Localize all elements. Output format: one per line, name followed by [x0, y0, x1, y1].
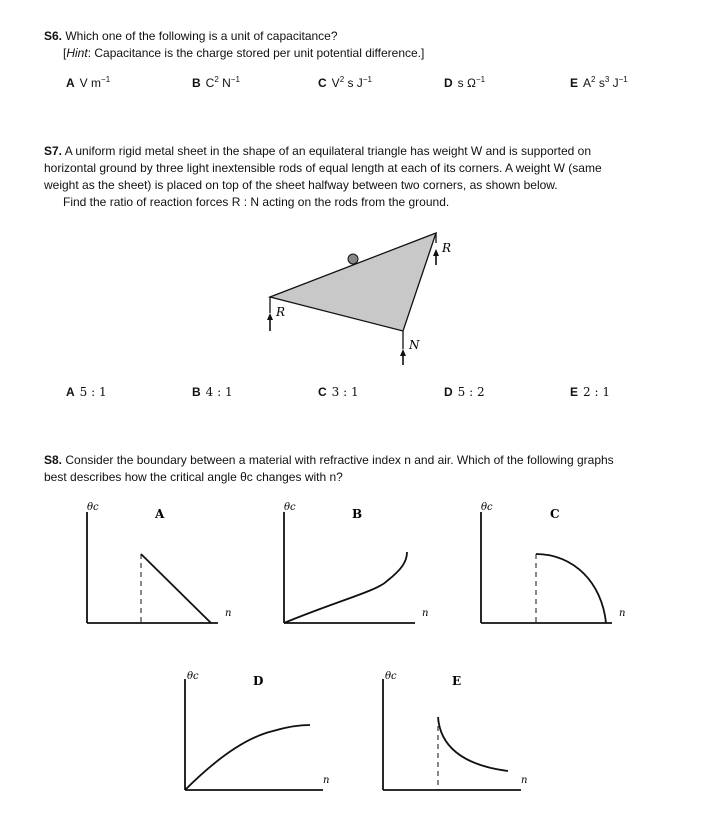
curve — [438, 717, 508, 771]
option-label: B — [192, 76, 201, 90]
graph-label: E — [452, 674, 462, 688]
option-unit: A — [583, 76, 592, 90]
axis-label-x: n — [521, 775, 528, 786]
graph-c[interactable] — [474, 498, 634, 628]
s6-question — [44, 28, 664, 44]
option-unit-exponent: 2 — [591, 75, 596, 84]
curve — [284, 552, 407, 623]
option-unit: V m — [79, 76, 102, 90]
s6-option-a[interactable] — [66, 75, 110, 90]
option-unit-exponent: −1 — [362, 75, 372, 84]
s6-option-e[interactable] — [570, 75, 628, 90]
option-unit-exponent: −1 — [230, 75, 240, 84]
graph-label: C — [550, 507, 560, 521]
s6-hint-text: : Capacitance is the charge stored per unit potential difference.] — [87, 46, 425, 60]
option-label: B — [192, 385, 201, 399]
option-unit-exponent: 2 — [339, 75, 345, 84]
graph-b[interactable] — [277, 498, 437, 628]
s6-option-c[interactable] — [318, 75, 372, 90]
option-unit: s J — [344, 76, 363, 90]
axis-label-y: θc — [284, 502, 296, 513]
s6-number: S6. — [44, 29, 63, 43]
option-unit: s — [595, 76, 605, 90]
s7-option-b[interactable] — [192, 385, 233, 399]
s7-option-e[interactable] — [570, 385, 610, 399]
option-label: E — [570, 385, 579, 399]
s7-line-3: weight as the sheet) is placed on top of the sheet halfway between two corners, as shown below. — [44, 178, 558, 192]
graph-e[interactable] — [376, 665, 536, 795]
option-unit-exponent: 3 — [604, 75, 610, 84]
axis-label-y: θc — [87, 502, 99, 513]
s6-option-b[interactable] — [192, 75, 240, 90]
s8-line-1 — [44, 452, 664, 468]
axis-label-y: θc — [481, 502, 493, 513]
weight-ball — [348, 254, 358, 264]
label-r-top: R — [442, 241, 452, 255]
s6-hint-word: Hint — [66, 46, 88, 60]
option-value: 2 : 1 — [583, 385, 610, 399]
graph-label: A — [155, 507, 165, 521]
option-unit-exponent: −1 — [618, 75, 628, 84]
curve — [185, 725, 310, 790]
axis-label-y: θc — [385, 671, 397, 682]
curve — [536, 554, 606, 623]
option-label: C — [318, 76, 327, 90]
axis-label-x: n — [323, 775, 330, 786]
graph-label: D — [253, 674, 264, 688]
option-unit-exponent: 2 — [214, 75, 219, 84]
arrow-left — [267, 313, 273, 331]
s7-line-1 — [44, 143, 664, 159]
axis-label-x: n — [422, 608, 429, 619]
axis-label-x: n — [619, 608, 626, 619]
option-value: 5 : 2 — [457, 385, 485, 399]
option-label: C — [318, 385, 327, 399]
s7-number: S7. — [44, 144, 63, 158]
option-unit: s Ω — [457, 76, 476, 90]
graph-label: B — [352, 507, 363, 521]
s6-hint-bracket: [ — [63, 46, 67, 60]
s7-option-c[interactable] — [318, 385, 359, 399]
label-n: N — [409, 338, 420, 352]
option-unit: C — [205, 76, 215, 90]
curve — [141, 554, 211, 623]
label-r-left: R — [276, 305, 286, 319]
graph-a[interactable] — [80, 498, 240, 628]
s6-question-text: Which one of the following is a unit of capacitance? — [65, 29, 338, 43]
s8-number: S8. — [44, 453, 63, 467]
arrow-bottom — [400, 349, 406, 365]
s7-option-d[interactable] — [444, 385, 485, 399]
triangle-sheet — [270, 233, 436, 331]
option-label: D — [444, 385, 453, 399]
option-value: 5 : 1 — [79, 385, 107, 399]
option-value: 3 : 1 — [331, 385, 359, 399]
option-value: 4 : 1 — [205, 385, 233, 399]
option-unit: V — [331, 76, 340, 90]
option-unit-exponent: −1 — [475, 75, 486, 84]
graph-d[interactable] — [178, 665, 338, 795]
s7-option-a[interactable] — [66, 385, 107, 399]
s7-diagram — [255, 225, 470, 370]
option-unit: J — [609, 76, 619, 90]
s7-line-2: horizontal ground by three light inextensible rods of equal length at each of its corners. A weight W (same — [44, 161, 602, 175]
s6-option-d[interactable] — [444, 75, 485, 90]
axis-label-y: θc — [187, 671, 199, 682]
s7-line-4: Find the ratio of reaction forces R : N acting on the rods from the ground. — [63, 195, 450, 209]
s7-text: A uniform rigid metal sheet in the shape of an equilateral triangle has weight W and is supported on — [64, 144, 591, 158]
option-label: D — [444, 76, 453, 90]
s8-line-2: best describes how the critical angle θc changes with n? — [44, 470, 343, 484]
s8-text: Consider the boundary between a material with refractive index n and air. Which of the following graphs — [65, 453, 614, 467]
option-unit: N — [218, 76, 231, 90]
option-label: A — [66, 385, 75, 399]
s6-hint — [63, 45, 683, 61]
arrow-top — [433, 249, 439, 265]
option-label: A — [66, 76, 75, 90]
option-unit-exponent: −1 — [101, 75, 111, 84]
axis-label-x: n — [225, 608, 232, 619]
option-label: E — [570, 76, 579, 90]
